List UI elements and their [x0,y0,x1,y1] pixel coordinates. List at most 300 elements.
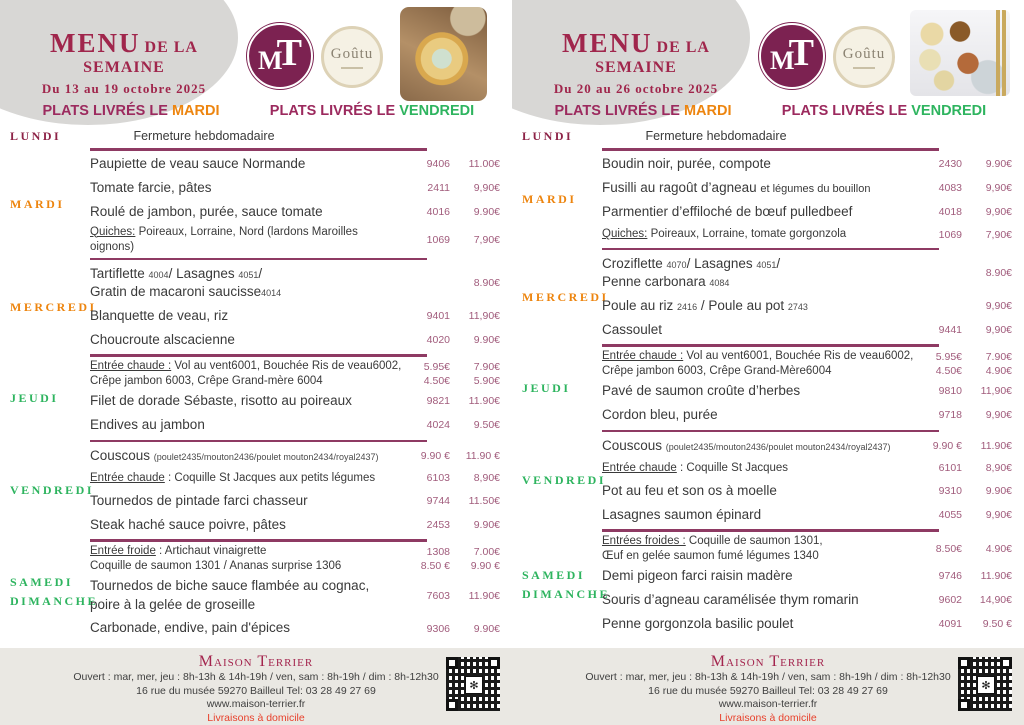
item-code [920,593,962,607]
item-price-value: 9.90€ [473,206,500,219]
item-code-value: 9310 [938,484,962,497]
item-name [602,437,920,455]
item-price [962,323,1012,337]
item-code-value: 9406 [426,158,450,171]
item-price-value: 7.90€ [473,360,500,373]
item-name-line: Filet de dorade Sébaste, risotto au poireaux [90,393,352,409]
heading-prefix: PLATS LIVRÉS LE [42,103,172,119]
section-divider [602,430,939,433]
item-code-value: 1308 [426,545,450,558]
item-name-line: Choucroute alscacienne [90,331,235,347]
item-code-value: 9810 [938,385,962,398]
item-name-line: Couscous (poulet2435/mouton2436/poulet mouton2434/royal2437) [90,447,379,463]
item-name [602,321,920,339]
opening-hours: Ouvert : mar, mer, jeu : 8h-13h & 14h-19h / ven, sam : 8h-19h / dim : 8h-12h30 [585,671,951,683]
item-name-line: Œuf en gelée saumon fumé légumes 1340 [602,550,819,563]
item-price-value: 9,90€ [473,182,500,195]
day-rows [90,544,500,641]
item-price-value: 7,90€ [473,233,500,246]
qr-center-star-icon [977,676,995,694]
item-code [408,394,450,408]
heading-prefix: PLATS LIVRÉS LE [269,103,400,119]
section-divider [90,539,427,542]
item-code [920,384,962,398]
item-code-value: 4083 [938,182,962,195]
day-section [522,349,1012,428]
item-price-value: 4.90€ [985,365,1012,378]
item-code [408,622,450,636]
day-label-line: MERCREDI [522,289,609,304]
item-price [962,461,1012,475]
item-name [90,331,408,349]
heading-prefix: PLATS LIVRÉS LE [781,103,912,119]
day-label-line: JEUDI [522,380,571,395]
item-price [962,542,1012,556]
item-name [602,349,920,380]
item-name [90,447,408,465]
website: www.maison-terrier.fr [206,698,306,711]
title-rest: DE LA SEMAINE [595,39,710,76]
menu-item-row [90,153,500,177]
item-name-line: Entrées froides : Coquille de saumon 1301, [602,534,823,547]
goutu-logo-text: Goûtu [330,45,374,62]
item-code-value: 9744 [426,494,450,507]
item-name [602,406,920,424]
day-section [10,126,500,146]
menu-item-row [602,349,1012,380]
menu-item-row [602,434,1012,458]
item-code [408,449,450,463]
item-price-value: 9,90€ [985,206,1012,219]
section-divider [602,529,939,532]
day-label [10,573,98,610]
item-code-value: 2411 [427,182,450,195]
item-name [602,534,920,565]
day-section [522,434,1012,527]
menu-item-row [602,177,1012,201]
item-price-value: 9.90€ [473,518,500,531]
item-price-value: 9.90€ [473,622,500,635]
item-name-line: Pot au feu et son os à moelle [602,482,777,498]
heading-day-vendredi: VENDREDI [911,103,987,119]
item-name [602,615,920,633]
menu-item-row [602,458,1012,479]
goutu-logo [321,26,383,88]
item-code [920,323,962,337]
item-name-line: Roulé de jambon, purée, sauce tomate [90,204,323,220]
item-name-line: Entrée chaude : Coquille St Jacques [602,461,789,474]
item-code [408,181,450,195]
item-price-value: 11.90€ [980,439,1012,452]
item-price [962,299,1012,313]
item-code-value: 4055 [938,508,962,521]
title-menu: MENU [50,28,141,58]
heading-day-vendredi: VENDREDI [399,103,475,119]
item-code-value: 9821 [426,395,450,408]
item-name [90,492,408,510]
goutu-logo [833,26,895,88]
heading-day-mardi: MARDI [683,103,732,119]
day-label [10,127,90,146]
item-price-value: 9,90€ [985,182,1012,195]
day-label-line: LUNDI [522,128,574,143]
item-code-value: 5.95€ [423,360,450,373]
heading-day-mardi: MARDI [171,103,220,119]
item-name-line: Penne carbonara 4084 [602,274,730,289]
item-code-value: 4.50€ [423,375,450,388]
menu-item-row [90,468,500,489]
item-code [920,157,962,171]
item-name-line: Quiches: Poireaux, Lorraine, Nord (lardons Maroilles oignons) [90,225,358,254]
address-phone: 16 rue du musée 59270 Bailleul Tel: 03 28 49 27 69 [648,684,888,697]
day-label [522,379,602,398]
day-label-line: LUNDI [10,128,62,143]
item-name [90,416,408,434]
item-name [602,591,920,609]
day-rows [90,262,500,352]
item-price [450,394,500,408]
item-name [602,203,920,221]
item-code [920,508,962,522]
menu-item-row [602,534,1012,565]
item-name-line: Fermeture hebdomadaire [645,128,787,143]
section-divider [90,440,427,443]
menu-item-row [90,201,500,225]
item-code [920,350,962,378]
section-divider [602,248,939,251]
menu-item-row [90,262,500,304]
item-code-value: 9746 [938,570,962,583]
item-name-line: Entrée chaude : Coquille St Jacques aux petits légumes [90,471,376,484]
item-price [962,157,1012,171]
menu-item-row [90,126,500,146]
menu-item-row [602,380,1012,404]
item-price [450,181,500,195]
item-name [90,203,408,221]
item-code [408,157,450,171]
item-code [408,589,450,603]
item-name [90,307,408,325]
item-code [920,408,962,422]
item-code-value: 4016 [426,206,450,219]
item-code [408,233,450,247]
item-code-value: 9401 [426,309,450,322]
day-section [10,444,500,537]
menu-item-row [602,225,1012,246]
goutu-tagline [853,67,875,69]
menu-table-week1 [10,126,500,641]
item-price-value: 9.90€ [985,484,1012,497]
footer [0,648,512,725]
item-code [408,360,450,388]
menu-item-row [90,225,500,256]
item-price [962,408,1012,422]
menu-page-week2 [512,0,1024,725]
item-code [408,518,450,532]
item-code-value: 4091 [938,618,962,631]
item-code-value: 4024 [426,419,450,432]
item-price [450,418,500,432]
section-divider [90,354,427,357]
item-price-value: 9.90 € [470,560,500,573]
delivery-note: Livraisons à domicile [719,711,817,724]
day-label-line: DIMANCHE [10,594,98,609]
item-name [90,471,408,487]
section-divider [90,258,427,261]
menu-item-row [90,359,500,390]
goutu-logo-text: Goûtu [842,45,886,62]
item-price [962,617,1012,631]
item-name-line: Endives au jambon [90,417,205,433]
item-price-value: 7.90€ [985,350,1012,363]
menu-item-row [602,126,1012,146]
day-rows [602,252,1012,342]
item-name [602,506,920,524]
day-label [10,389,90,408]
section-divider [602,344,939,347]
item-code [920,181,962,195]
item-name-line: Fusilli au ragoût d’agneau et légumes du bouillon [602,180,871,196]
item-code-value: 6103 [426,472,450,485]
item-code-value: 2430 [938,158,962,171]
item-price-value: 7,90€ [985,228,1012,241]
goutu-tagline [341,67,363,69]
item-name-line: Coquille de saumon 1301 / Ananas surprise 1306 [90,560,342,573]
item-name-line: Entrée chaude : Vol au vent6001, Bouchée Ris de veau6002, [90,359,402,372]
day-label [10,195,90,214]
website: www.maison-terrier.fr [718,698,818,711]
item-name-line: Cordon bleu, purée [602,407,718,423]
item-price-value: 9.90€ [473,333,500,346]
item-name-line: Tournedos de biche sauce flambée au cognac, [90,578,370,594]
item-price [450,276,500,290]
item-price-value: 8,90€ [985,462,1012,475]
logo-letter-m: M [770,46,795,75]
item-price-value: 9.50 € [982,618,1012,631]
item-code-value: 4.50€ [935,365,962,378]
item-name-line: Croziflette 4070/ Lasagnes 4051/ [602,255,781,271]
brand-name: Maison Terrier [710,653,826,670]
item-name-line: Boudin noir, purée, compote [602,156,771,172]
item-name [90,516,408,534]
day-label-line: SAMEDI [10,575,74,590]
item-price [450,333,500,347]
item-code-value: 1069 [426,233,450,246]
item-name-line: Souris d’agneau caramélisée thym romarin [602,592,859,608]
day-label [522,566,610,603]
day-rows [90,153,500,256]
menu-item-row [90,177,500,201]
delivery-note: Livraisons à domicile [207,711,305,724]
item-name [90,179,408,197]
menu-item-row [602,479,1012,503]
day-section [522,153,1012,246]
item-price [962,181,1012,195]
item-name [90,225,408,256]
item-price [962,484,1012,498]
item-price [450,233,500,247]
item-price-value: 8.90€ [473,276,500,289]
logo-letter-t: T [788,32,814,74]
menu-item-row [90,575,500,617]
item-code [408,494,450,508]
item-name-line: Couscous (poulet2435/mouton2436/poulet mouton2434/royal2437) [602,437,891,453]
item-price-value: 11.90€ [980,570,1012,583]
date-range: Du 20 au 26 octobre 2025 [553,81,719,96]
item-price [962,205,1012,219]
menu-item-row [602,294,1012,318]
quiche-photo [400,7,487,101]
item-code-value: 8.50 € [420,560,450,573]
item-name [602,461,920,477]
item-price-value: 9,90€ [985,409,1012,422]
day-rows [602,153,1012,246]
item-price [962,439,1012,453]
qr-center-star-icon [465,676,483,694]
menu-item-row [90,513,500,537]
menu-table-week2 [522,126,1012,637]
item-name-line: Steak haché sauce poivre, pâtes [90,516,286,532]
day-section [10,153,500,256]
date-range: Du 13 au 19 octobre 2025 [41,81,207,96]
menu-item-row [90,328,500,352]
item-name [90,619,408,637]
item-name-line: Blanquette de veau, riz [90,307,229,323]
menu-item-row [602,503,1012,527]
item-code [920,205,962,219]
item-name-line: Fermeture hebdomadaire [133,128,275,143]
day-section [522,252,1012,342]
item-name-line: Crêpe jambon 6003, Crêpe Grand-mère 6004 [90,375,323,388]
day-rows [90,444,500,537]
menu-item-row [602,565,1012,589]
item-code-value: 9441 [938,323,962,336]
item-name-line: Carbonade, endive, pain d'épices [90,620,290,636]
item-name-line: Entrée chaude : Vol au vent6001, Bouchée Ris de veau6002, [602,349,914,362]
menu-item-row [90,489,500,513]
item-price-value: 9.90€ [985,158,1012,171]
day-label-line: MARDI [522,191,577,206]
item-code-value: 9.90 € [420,449,450,462]
menu-item-row [90,390,500,414]
item-price-value: 8.90€ [985,266,1012,279]
day-section [10,359,500,438]
item-price [962,593,1012,607]
qr-code [958,657,1012,711]
address-phone: 16 rue du musée 59270 Bailleul Tel: 03 28 49 27 69 [136,684,376,697]
item-name-line: Tartiflette 4004/ Lasagnes 4051/ [90,265,263,281]
item-name [602,297,920,315]
item-price-value: 11.90€ [468,589,500,602]
section-divider [90,148,427,151]
item-code-value: 9718 [938,409,962,422]
item-name [90,392,408,410]
item-price [450,471,500,485]
item-code-value: 7603 [426,589,450,602]
item-code [920,617,962,631]
day-rows [90,359,500,438]
item-price [962,384,1012,398]
item-code [408,418,450,432]
item-price-value: 14,90€ [979,594,1012,607]
item-code-value: 9306 [426,622,450,635]
day-label-line: SAMEDI [522,568,586,583]
day-rows [602,434,1012,527]
item-code-value: 8.50€ [935,542,962,555]
qr-code [446,657,500,711]
day-section [10,544,500,641]
heading-delivered-friday [764,103,1004,119]
menu-item-row [602,201,1012,225]
item-price [450,622,500,636]
day-label-line: VENDREDI [522,473,607,488]
item-code [408,471,450,485]
meal-tray-photo [910,10,1010,96]
item-price [962,350,1012,378]
item-name [90,544,408,575]
item-code [920,439,962,453]
heading-delivered-tuesday [534,103,752,119]
item-price [962,228,1012,242]
item-code [920,484,962,498]
item-code [920,542,962,556]
day-label [522,127,602,146]
day-section [522,534,1012,637]
item-price [450,589,500,603]
page-title [10,28,238,97]
item-name [602,227,920,243]
menu-item-row [90,544,500,575]
item-price-value: 8,90€ [473,472,500,485]
item-code-value: 9.90 € [932,439,962,452]
item-name-line: Penne gorgonzola basilic poulet [602,616,794,632]
menu-item-row [602,153,1012,177]
item-price-value: 5.90€ [473,375,500,388]
item-code-value: 6101 [938,462,962,475]
logo-letter-m: M [258,46,283,75]
item-name [90,128,408,145]
item-code-value: 1069 [938,228,962,241]
menu-item-row [602,318,1012,342]
item-price-value: 9,90€ [985,299,1012,312]
item-code-value: 9602 [938,594,962,607]
item-price [962,569,1012,583]
day-rows [602,126,1012,146]
item-name-line: Gratin de macaroni saucisse4014 [90,284,282,300]
item-price-value: 9.50€ [473,419,500,432]
item-code-value: 5.95€ [935,350,962,363]
heading-delivered-friday [252,103,492,119]
item-name [602,382,920,400]
item-code [408,309,450,323]
footer [512,648,1024,725]
item-name [602,255,920,291]
item-name-line: Pavé de saumon croûte d’herbes [602,383,801,399]
title-menu: MENU [562,28,653,58]
item-price-value: 4.90€ [985,542,1012,555]
item-code-value: 4018 [938,206,962,219]
menu-item-row [90,414,500,438]
item-name-line: Tournedos de pintade farci chasseur [90,492,308,508]
item-price-value: 11.90€ [468,395,500,408]
item-code [408,545,450,573]
day-label [522,288,609,307]
item-name-line: Quiches: Poireaux, Lorraine, tomate gorgonzola [602,228,847,241]
item-name-line: Entrée froide : Artichaut vinaigrette [90,544,267,557]
day-label [522,190,602,209]
item-code-value: 4020 [426,333,450,346]
day-rows [602,534,1012,637]
